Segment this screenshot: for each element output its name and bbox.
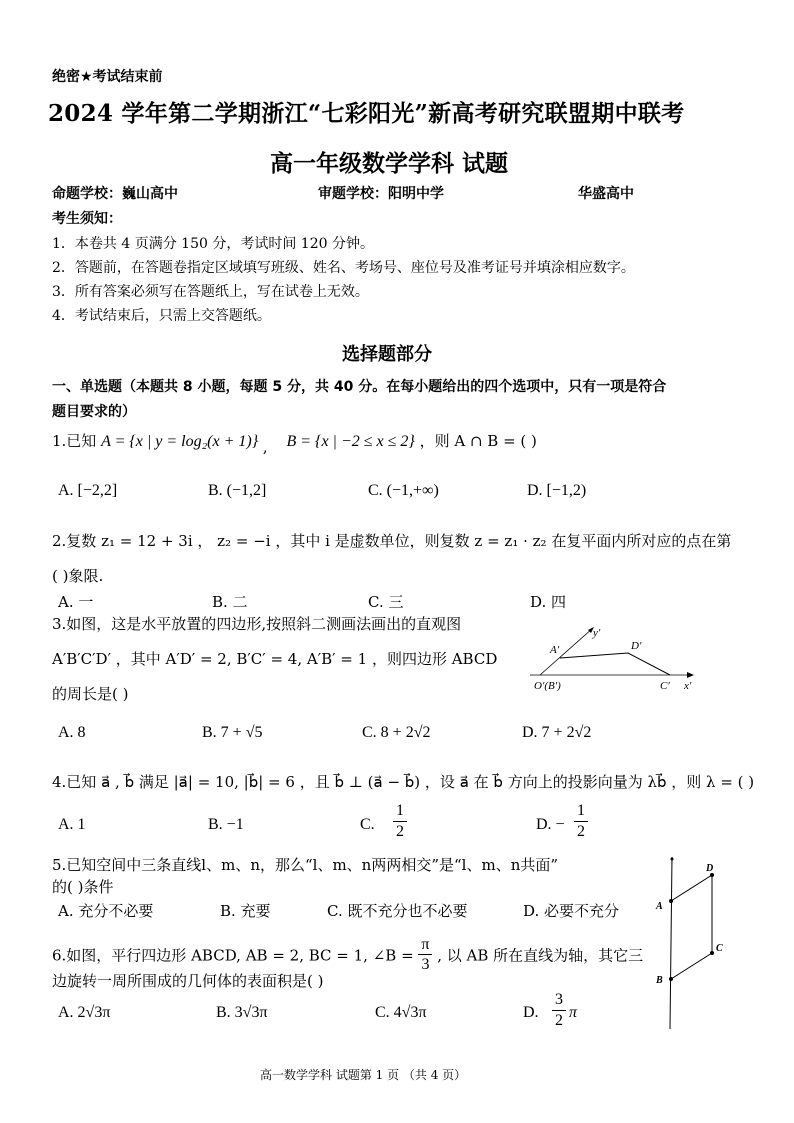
question-6-stem-cont: 边旋转一周所围成的几何体的表面积是( ): [52, 972, 324, 990]
q5-option-d: D. 必要不充分: [523, 902, 620, 920]
q4-option-c-fraction: [393, 801, 407, 842]
q4-option-d-fraction: [574, 801, 588, 842]
q6-option-d-pi: π: [569, 1004, 578, 1021]
q1-set-a: A = {x | y = log₂(x + 1)}: [101, 433, 259, 450]
q3-label-d: D′: [631, 640, 642, 652]
q5-option-c: C. 既不充分也不必要: [327, 902, 468, 920]
q3-label-x: x′: [684, 680, 692, 692]
question-3-stem-cont: A′B′C′D′ ，其中 A′D′ = 2, B′C′ = 4, A′B′ = 1 ，则四边形 ABCD: [52, 650, 498, 668]
q6-label-c: C: [716, 943, 723, 954]
q6-option-d: D.: [523, 1004, 539, 1021]
q3-option-b: B. 7 + √5: [202, 724, 263, 741]
q1-option-c: C. (−1,+∞): [368, 482, 439, 499]
part1-instruction-cont: 题目要求的）: [52, 404, 136, 420]
q1-comma: ,: [262, 438, 268, 456]
q6-angle-fraction: [418, 935, 432, 974]
q2-option-a: A. 一: [58, 593, 94, 611]
page-footer: 高一数学学科 试题第 1 页 （共 4 页）: [260, 1068, 467, 1082]
q3-option-a: A. 8: [58, 724, 86, 741]
q1-option-b: B. (−1,2]: [208, 482, 267, 499]
q6-d-numerator: 3: [555, 991, 563, 1008]
exam-subtitle: 高一年级数学学科 试题: [270, 150, 509, 177]
q6-stem-suffix: , 以 AB 所在直线为轴，其它三: [437, 946, 644, 965]
question-5-stem-cont: 的( )条件: [52, 878, 114, 896]
q1-prefix: 1.已知: [52, 432, 97, 450]
q3-option-d: D. 7 + 2√2: [522, 724, 592, 741]
q2-option-d: D. 四: [530, 593, 567, 611]
q3-label-origin: O′(B′): [534, 680, 561, 692]
q2-option-b: B. 二: [212, 593, 248, 611]
notice-item: 4．考试结束后，只需上交答题纸。: [52, 308, 271, 324]
section-title: 选择题部分: [342, 344, 432, 365]
q4-c-numerator: 1: [396, 802, 404, 819]
q4-option-b: B. −1: [208, 816, 244, 833]
question-3-stem: 3.如图，这是水平放置的四边形,按照斜二测画法画出的直观图: [52, 615, 462, 633]
reviewer-school-2: 华盛高中: [578, 186, 634, 202]
q3-label-a: A′: [550, 644, 560, 656]
q4-c-denominator: 2: [393, 821, 407, 842]
q4-option-c: C.: [360, 816, 375, 833]
notice-item: 3．所有答案必须写在答题纸上，写在试卷上无效。: [52, 284, 369, 300]
q3-label-c: C′: [660, 680, 670, 692]
question-2-stem-cont: ( )象限.: [52, 567, 104, 585]
q6-label-a: A: [656, 901, 663, 912]
question-1-stem: [52, 430, 537, 456]
q6-option-b: B. 3√3π: [216, 1004, 268, 1021]
q5-option-b: B. 充要: [220, 902, 271, 920]
q6-parallelogram-figure: [646, 853, 728, 1033]
notice-heading: 考生须知：: [52, 211, 122, 227]
q3-oblique-figure: [520, 620, 700, 695]
q4-option-a: A. 1: [58, 816, 86, 833]
q6-stem-prefix: 6.如图，平行四边形 ABCD, AB = 2, BC = 1, ∠B =: [52, 946, 414, 965]
part1-instruction: 一、单选题（本题共 8 小题，每题 5 分，共 40 分。在每小题给出的四个选项中，只有一项是符合: [52, 379, 667, 395]
q1-option-a: A. [−2,2]: [58, 482, 118, 499]
q2-option-c: C. 三: [368, 593, 404, 611]
q6-angle-num: π: [421, 936, 430, 953]
q6-option-c: C. 4√3π: [375, 1004, 427, 1021]
q5-option-a: A. 充分不必要: [58, 902, 154, 920]
proposer-school: 命题学校：巍山高中: [52, 186, 178, 202]
q4-d-numerator: 1: [577, 802, 585, 819]
q6-label-b: B: [656, 975, 663, 986]
question-4-stem: 4.已知 a⃗ , b⃗ 满足 |a⃗| = 10, |b⃗| = 6 ，且 b⃗ ⊥ (a⃗ − b⃗) ，设 a⃗ 在 b⃗ 方向上的投影向量为 λb⃗ ，则 λ = ( ): [52, 773, 755, 791]
q6-label-d: D: [706, 863, 714, 874]
q3-option-c: C. 8 + 2√2: [362, 724, 431, 741]
q3-label-y: y′: [593, 627, 601, 639]
q1-option-d: D. [−1,2): [527, 482, 587, 499]
q1-set-b: B = {x | −2 ≤ x ≤ 2}: [286, 433, 415, 450]
q4-d-denominator: 2: [574, 821, 588, 842]
q6-option-d-fraction: [552, 990, 566, 1031]
q6-option-a: A. 2√3π: [58, 1004, 111, 1021]
q4-option-d: D. −: [536, 816, 565, 833]
reviewer-school: 审题学校：阳明中学: [318, 186, 444, 202]
question-5-stem: 5.已知空间中三条直线l、m、n，那么“l、m、n两两相交”是“l、m、n共面”: [52, 856, 559, 874]
q6-d-denominator: 2: [552, 1010, 566, 1031]
notice-item: 2．答题前，在答题卷指定区域填写班级、姓名、考场号、座位号及准考证号并填涂相应数字。: [52, 260, 635, 276]
exam-title: 2024 学年第二学期浙江“七彩阳光”新高考研究联盟期中联考: [48, 100, 685, 127]
notice-item: 1．本卷共 4 页满分 150 分，考试时间 120 分钟。: [52, 236, 374, 252]
q6-angle-den: 3: [418, 954, 432, 974]
confidential-mark: 绝密★考试结束前: [52, 69, 163, 85]
question-3-stem-end: 的周长是( ): [52, 685, 129, 703]
question-2-stem: 2.复数 z₁ = 12 + 3i ， z₂ = −i ，其中 i 是虚数单位，则复数 z = z₁ · z₂ 在复平面内所对应的点在第: [52, 532, 732, 550]
q1-suffix: ，则 A ∩ B = ( ): [419, 432, 537, 450]
